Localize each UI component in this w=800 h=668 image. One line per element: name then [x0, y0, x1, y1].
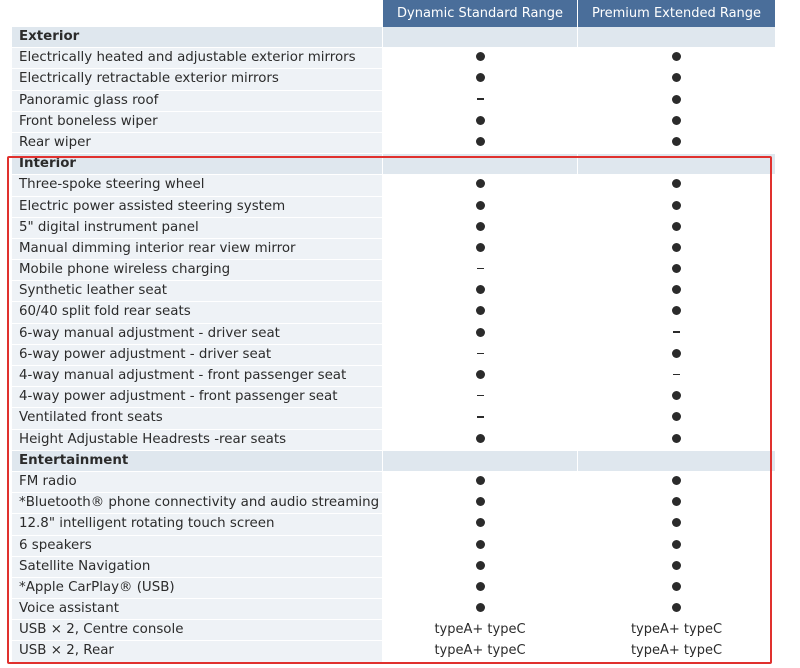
table-row: [12, 472, 775, 493]
standard-dot-icon: [476, 179, 485, 188]
standard-dot-icon: [672, 349, 681, 358]
standard-dot-icon: [672, 497, 681, 506]
dynamic-standard-cell: [383, 514, 577, 534]
dynamic-standard-cell: [383, 557, 577, 577]
table-row: [12, 91, 775, 112]
standard-dot-icon: [476, 116, 485, 125]
table-row: [12, 48, 775, 69]
table-header: [0, 0, 775, 27]
premium-extended-cell: [578, 408, 775, 428]
premium-extended-cell: [578, 557, 775, 577]
premium-extended-cell: [578, 260, 775, 280]
feature-label: 4-way manual adjustment - front passenger seat: [12, 366, 382, 386]
dynamic-standard-cell: [383, 27, 577, 47]
section-title: Exterior: [12, 27, 382, 47]
standard-dot-icon: [476, 540, 485, 549]
premium-extended-cell: [578, 133, 775, 153]
dynamic-standard-cell: [383, 451, 577, 471]
premium-extended-cell: [578, 493, 775, 513]
table-row: [12, 69, 775, 90]
standard-dot-icon: [476, 73, 485, 82]
standard-dot-icon: [672, 306, 681, 315]
standard-dot-icon: [672, 582, 681, 591]
feature-label: USB × 2, Centre console: [12, 620, 382, 640]
feature-label: Voice assistant: [12, 599, 382, 619]
table-row: [12, 133, 775, 154]
feature-label: 6 speakers: [12, 536, 382, 556]
standard-dot-icon: [672, 476, 681, 485]
premium-extended-cell: [578, 112, 775, 132]
table-row: [12, 218, 775, 239]
section-header-row: [12, 154, 775, 175]
standard-dot-icon: [476, 518, 485, 527]
standard-dot-icon: [672, 52, 681, 61]
dynamic-standard-cell: [383, 599, 577, 619]
standard-dot-icon: [476, 285, 485, 294]
premium-extended-cell: [578, 91, 775, 111]
table-row: [12, 366, 775, 387]
standard-dot-icon: [672, 391, 681, 400]
dynamic-standard-cell: [383, 112, 577, 132]
dynamic-standard-cell: [383, 175, 577, 195]
table-row: [12, 239, 775, 260]
standard-dot-icon: [672, 540, 681, 549]
standard-dot-icon: [476, 582, 485, 591]
dynamic-standard-cell: [383, 493, 577, 513]
table-row: [12, 641, 775, 662]
dynamic-standard-cell: [383, 239, 577, 259]
feature-label: Manual dimming interior rear view mirror: [12, 239, 382, 259]
dynamic-standard-cell: [383, 133, 577, 153]
premium-extended-cell: [578, 69, 775, 89]
dynamic-standard-cell: typeA+ typeC: [383, 641, 577, 661]
table-row: [12, 281, 775, 302]
feature-label: 60/40 split fold rear seats: [12, 302, 382, 322]
dynamic-standard-cell: [383, 366, 577, 386]
premium-extended-cell: [578, 48, 775, 68]
premium-extended-cell: [578, 197, 775, 217]
feature-label: 4-way power adjustment - front passenger seat: [12, 387, 382, 407]
premium-extended-cell: [578, 599, 775, 619]
feature-label: 6-way power adjustment - driver seat: [12, 345, 382, 365]
not-available-dash-icon: [477, 268, 484, 270]
dynamic-standard-cell: [383, 260, 577, 280]
section-title: Interior: [12, 154, 382, 174]
standard-dot-icon: [672, 95, 681, 104]
table-row: [12, 345, 775, 366]
dynamic-standard-cell: [383, 281, 577, 301]
not-available-dash-icon: [477, 395, 484, 397]
premium-extended-cell: [578, 27, 775, 47]
feature-label: Electric power assisted steering system: [12, 197, 382, 217]
table-row: [12, 599, 775, 620]
table-row: [12, 408, 775, 429]
feature-label: *Bluetooth® phone connectivity and audio streaming: [12, 493, 382, 513]
table-row: [12, 514, 775, 535]
premium-extended-cell: [578, 239, 775, 259]
premium-extended-cell: [578, 472, 775, 492]
standard-dot-icon: [672, 561, 681, 570]
standard-dot-icon: [476, 306, 485, 315]
table-row: [12, 112, 775, 133]
feature-label: Height Adjustable Headrests -rear seats: [12, 430, 382, 450]
feature-label: Front boneless wiper: [12, 112, 382, 132]
dynamic-standard-cell: [383, 69, 577, 89]
standard-dot-icon: [672, 73, 681, 82]
table-row: [12, 620, 775, 641]
table-row: [12, 302, 775, 323]
standard-dot-icon: [672, 222, 681, 231]
not-available-dash-icon: [477, 416, 484, 418]
premium-extended-cell: [578, 366, 775, 386]
dynamic-standard-cell: [383, 48, 577, 68]
standard-dot-icon: [672, 603, 681, 612]
column-header-dynamic: Dynamic Standard Range: [383, 0, 577, 27]
feature-label: 6-way manual adjustment - driver seat: [12, 324, 382, 344]
standard-dot-icon: [476, 370, 485, 379]
premium-extended-cell: [578, 578, 775, 598]
not-available-dash-icon: [477, 353, 484, 355]
premium-extended-cell: [578, 175, 775, 195]
table-row: [12, 324, 775, 345]
standard-dot-icon: [672, 434, 681, 443]
dynamic-standard-cell: [383, 345, 577, 365]
dynamic-standard-cell: [383, 578, 577, 598]
table-row: [12, 536, 775, 557]
table-row: [12, 493, 775, 514]
standard-dot-icon: [476, 52, 485, 61]
feature-label: Panoramic glass roof: [12, 91, 382, 111]
premium-extended-cell: [578, 430, 775, 450]
feature-label: Synthetic leather seat: [12, 281, 382, 301]
standard-dot-icon: [476, 561, 485, 570]
feature-label: Three-spoke steering wheel: [12, 175, 382, 195]
dynamic-standard-cell: [383, 154, 577, 174]
standard-dot-icon: [476, 137, 485, 146]
table-row: [12, 557, 775, 578]
feature-label: 5" digital instrument panel: [12, 218, 382, 238]
dynamic-standard-cell: typeA+ typeC: [383, 620, 577, 640]
standard-dot-icon: [672, 116, 681, 125]
standard-dot-icon: [476, 243, 485, 252]
standard-dot-icon: [476, 497, 485, 506]
feature-label: *Apple CarPlay® (USB): [12, 578, 382, 598]
standard-dot-icon: [672, 285, 681, 294]
feature-label: Rear wiper: [12, 133, 382, 153]
dynamic-standard-cell: [383, 218, 577, 238]
standard-dot-icon: [476, 434, 485, 443]
feature-label: Electrically retractable exterior mirrors: [12, 69, 382, 89]
dynamic-standard-cell: [383, 430, 577, 450]
not-available-dash-icon: [673, 331, 680, 333]
standard-dot-icon: [672, 264, 681, 273]
standard-dot-icon: [672, 137, 681, 146]
feature-label: Ventilated front seats: [12, 408, 382, 428]
header-blank: [0, 0, 383, 27]
standard-dot-icon: [476, 476, 485, 485]
feature-label: USB × 2, Rear: [12, 641, 382, 661]
dynamic-standard-cell: [383, 408, 577, 428]
table-row: [12, 578, 775, 599]
dynamic-standard-cell: [383, 197, 577, 217]
standard-dot-icon: [672, 179, 681, 188]
premium-extended-cell: [578, 387, 775, 407]
dynamic-standard-cell: [383, 302, 577, 322]
not-available-dash-icon: [477, 98, 484, 100]
standard-dot-icon: [476, 201, 485, 210]
premium-extended-cell: [578, 514, 775, 534]
feature-table: [12, 27, 775, 663]
table-row: [12, 175, 775, 196]
premium-extended-cell: [578, 451, 775, 471]
standard-dot-icon: [672, 518, 681, 527]
standard-dot-icon: [672, 412, 681, 421]
standard-dot-icon: [476, 222, 485, 231]
feature-label: 12.8" intelligent rotating touch screen: [12, 514, 382, 534]
standard-dot-icon: [476, 603, 485, 612]
dynamic-standard-cell: [383, 472, 577, 492]
premium-extended-cell: [578, 218, 775, 238]
premium-extended-cell: [578, 154, 775, 174]
column-header-premium: Premium Extended Range: [578, 0, 775, 27]
dynamic-standard-cell: [383, 324, 577, 344]
standard-dot-icon: [476, 328, 485, 337]
section-header-row: [12, 27, 775, 48]
feature-label: Electrically heated and adjustable exterior mirrors: [12, 48, 382, 68]
section-header-row: [12, 451, 775, 472]
feature-label: FM radio: [12, 472, 382, 492]
premium-extended-cell: [578, 324, 775, 344]
table-row: [12, 260, 775, 281]
feature-label: Mobile phone wireless charging: [12, 260, 382, 280]
premium-extended-cell: [578, 302, 775, 322]
premium-extended-cell: typeA+ typeC: [578, 641, 775, 661]
standard-dot-icon: [672, 243, 681, 252]
premium-extended-cell: [578, 345, 775, 365]
dynamic-standard-cell: [383, 536, 577, 556]
premium-extended-cell: typeA+ typeC: [578, 620, 775, 640]
standard-dot-icon: [672, 201, 681, 210]
table-row: [12, 197, 775, 218]
table-row: [12, 430, 775, 451]
not-available-dash-icon: [673, 374, 680, 376]
table-row: [12, 387, 775, 408]
section-title: Entertainment: [12, 451, 382, 471]
dynamic-standard-cell: [383, 91, 577, 111]
dynamic-standard-cell: [383, 387, 577, 407]
premium-extended-cell: [578, 536, 775, 556]
premium-extended-cell: [578, 281, 775, 301]
feature-label: Satellite Navigation: [12, 557, 382, 577]
